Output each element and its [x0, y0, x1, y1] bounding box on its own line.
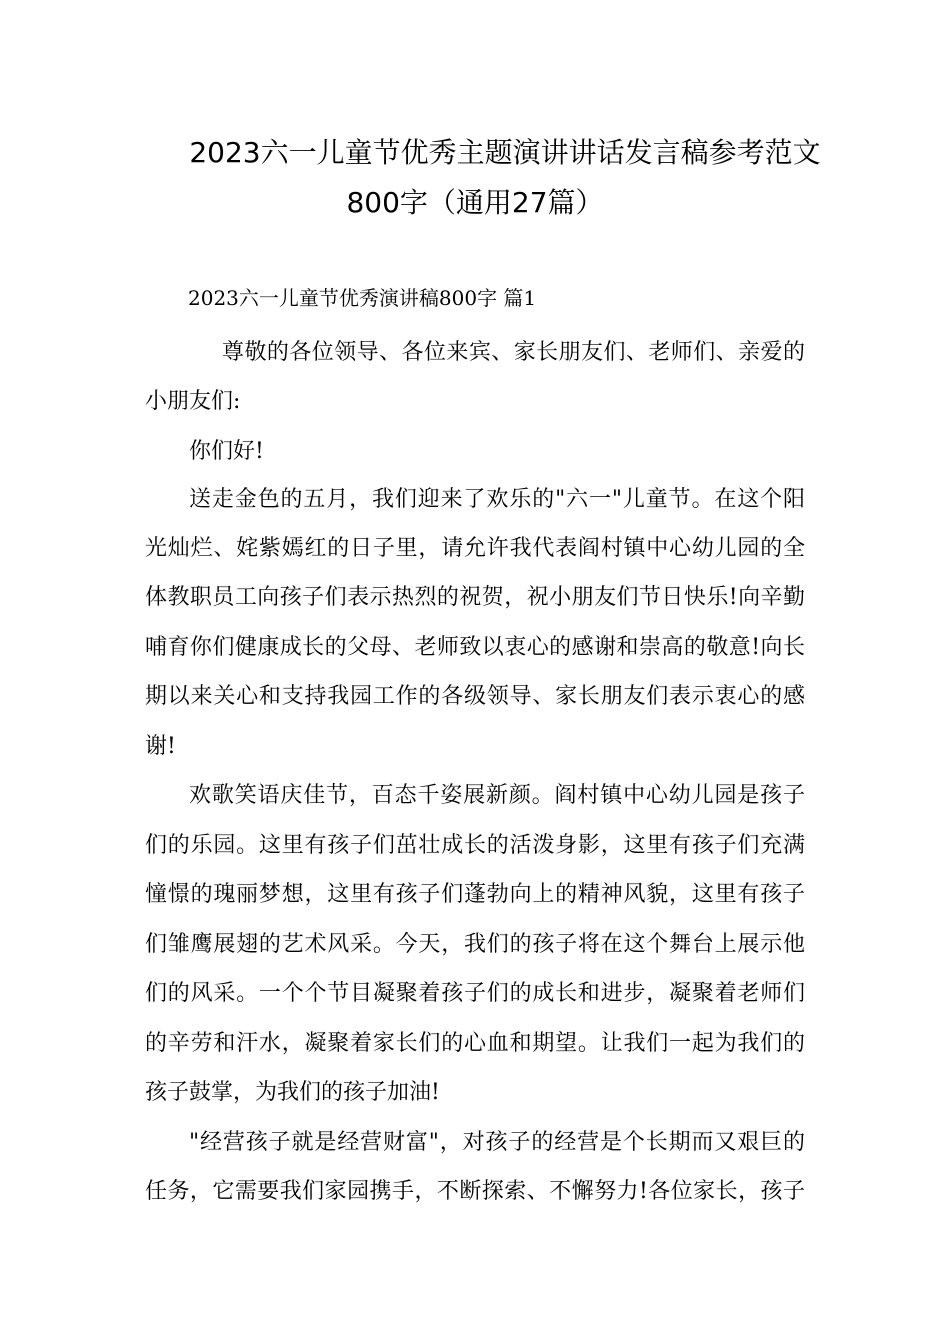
- document-title-line-2: 800字（通用27篇）: [346, 186, 604, 219]
- paragraph-line: 哺育你们健康成长的父母、老师致以衷心的感谢和崇高的敬意!向长: [145, 635, 805, 660]
- paragraph-line: "经营孩子就是经营财富"，对孩子的经营是个长期而又艰巨的: [189, 1130, 805, 1155]
- paragraph-line: 光灿烂、姹紫嫣红的日子里，请允许我代表阎村镇中心幼儿园的全: [145, 536, 805, 561]
- paragraph-line: 任务，它需要我们家园携手，不断探索、不懈努力!各位家长，孩子: [145, 1179, 805, 1204]
- paragraph-line: 憧憬的瑰丽梦想，这里有孩子们蓬勃向上的精神风貌，这里有孩子: [145, 882, 805, 907]
- paragraph-line: 欢歌笑语庆佳节，百态千姿展新颜。阎村镇中心幼儿园是孩子: [189, 783, 805, 808]
- paragraph-line: 孩子鼓掌，为我们的孩子加油!: [145, 1080, 440, 1105]
- paragraph-line: 的辛劳和汗水，凝聚着家长们的心血和期望。让我们一起为我们的: [145, 1031, 805, 1056]
- document-title-line-1: 2023六一儿童节优秀主题演讲讲话发言稿参考范文: [189, 136, 821, 169]
- paragraph-line: 尊敬的各位领导、各位来宾、家长朋友们、老师们、亲爱的: [222, 340, 805, 365]
- paragraph-line: 体教职员工向孩子们表示热烈的祝贺，祝小朋友们节日快乐!向辛勤: [145, 585, 805, 610]
- paragraph-line: 你们好!: [189, 439, 264, 464]
- paragraph-line: 期以来关心和支持我园工作的各级领导、家长朋友们表示衷心的感: [145, 684, 805, 709]
- paragraph-line: 们的乐园。这里有孩子们茁壮成长的活泼身影，这里有孩子们充满: [145, 833, 805, 858]
- paragraph-line: 谢!: [145, 734, 176, 759]
- paragraph-line: 们雏鹰展翅的艺术风采。今天，我们的孩子将在这个舞台上展示他: [145, 932, 805, 957]
- section-heading: 2023六一儿童节优秀演讲稿800字 篇1: [188, 286, 537, 310]
- paragraph-line: 小朋友们:: [145, 389, 241, 414]
- paragraph-line: 送走金色的五月，我们迎来了欢乐的"六一"儿童节。在这个阳: [189, 487, 805, 512]
- paragraph-line: 们的风采。一个个节目凝聚着孩子们的成长和进步，凝聚着老师们: [145, 981, 805, 1006]
